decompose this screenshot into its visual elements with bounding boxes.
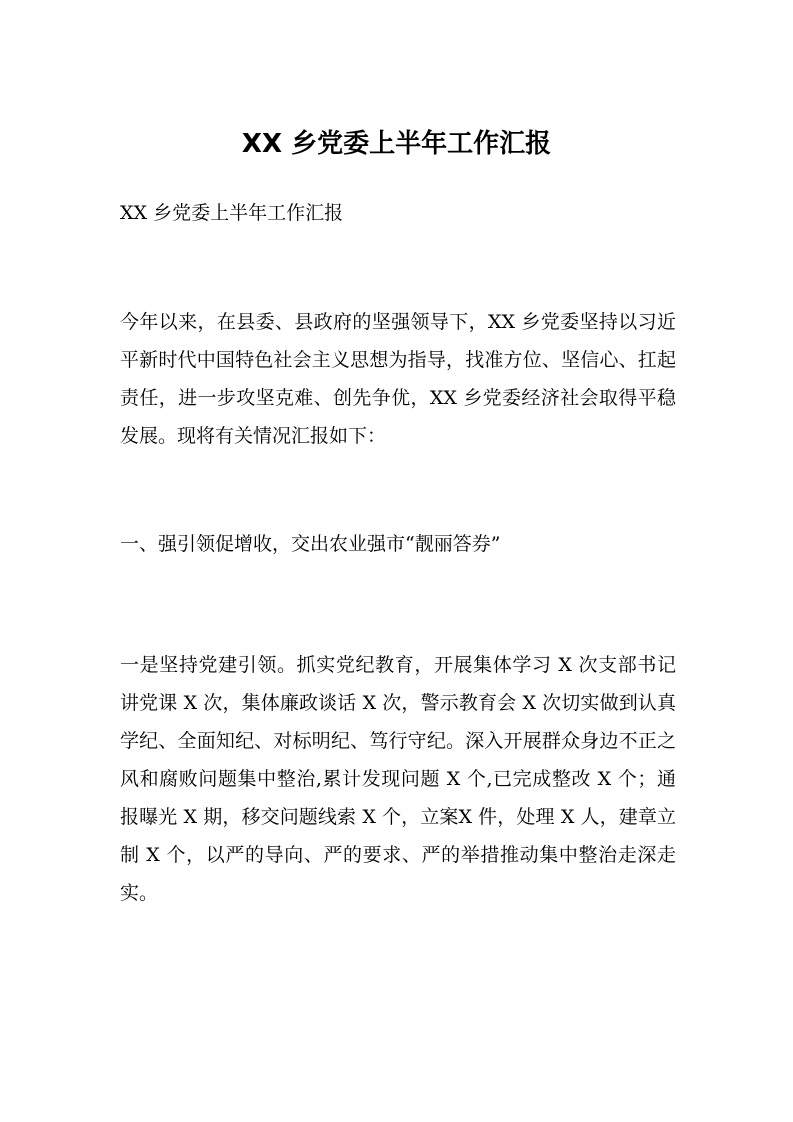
section-1-paragraph-1: 一是坚持党建引领。抓实党纪教育，开展集体学习 X 次支部书记讲党课 X 次，集体廉政谈话 X 次，警示教育会 X 次切实做到认真学纪、全面知纪、对标明纪、笃行守纪。深入开展群众身边不正之风和腐败问题集中整治,累计发现问题 X 个,已完成整改 X 个；通报曝光 X 期，移交问题线索 X 个，立案X 件，处理 X 人，建章立制 X 个，以严的导向、严的要求、严的举措推动集中整治走深走实。	[120, 654, 676, 904]
intro-paragraph: 今年以来，在县委、县政府的坚强领导下，XX 乡党委坚持以习近平新时代中国特色社会主义思想为指导，找准方位、坚信心、扛起责任，进一步攻坚克难、创先争优，XX 乡党委经济社会取得平稳发展。现将有关情况汇报如下：	[120, 311, 676, 447]
document-subtitle: XX 乡党委上半年工作汇报	[120, 202, 344, 224]
document-title: XX 乡党委上半年工作汇报	[241, 129, 552, 159]
section-1-heading: 一、强引领促增收，交出农业强市“靓丽答券”	[120, 533, 501, 555]
